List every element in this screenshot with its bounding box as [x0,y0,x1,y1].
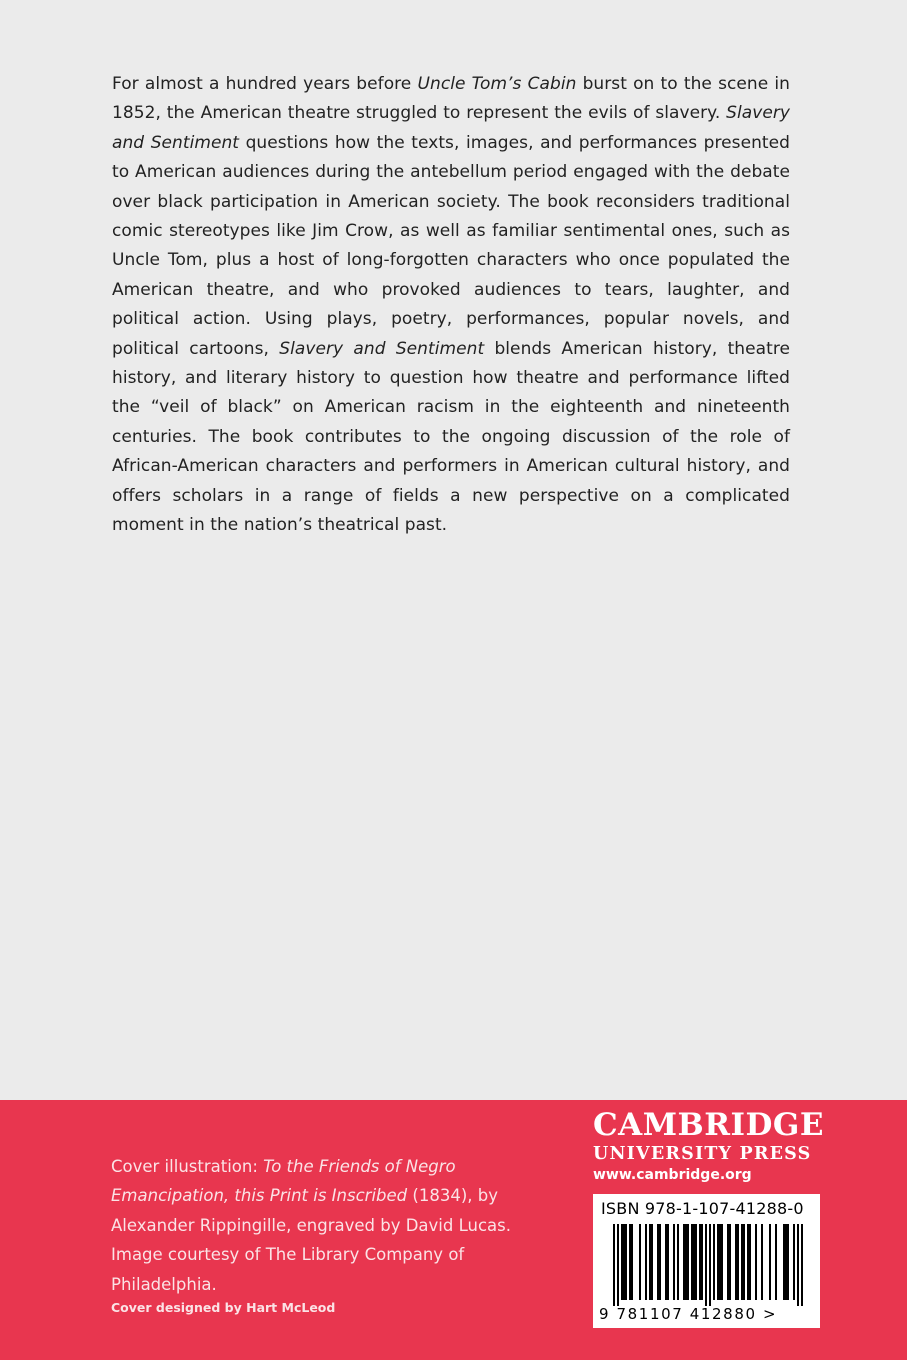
barcode-bar [717,1224,719,1300]
blurb-title: Slavery and Sentiment [279,338,485,359]
barcode-bar [625,1224,627,1300]
publisher-url: www.cambridge.org [593,1167,752,1183]
barcode-bar [621,1224,623,1300]
barcode-bar [657,1224,659,1300]
barcode-bar [617,1224,619,1306]
blurb-text: burst on to the scene in 1852, the American theatre struggled to represent the evils of slavery. [112,74,790,124]
barcode-bar [793,1224,795,1300]
publisher-logo [593,1106,823,1186]
publisher-subname: UNIVERSITY PRESS [593,1144,812,1164]
barcode-bar [701,1224,703,1300]
barcode-bar [729,1224,731,1300]
barcode-bar [727,1224,729,1300]
barcode-bar [645,1224,647,1300]
barcode-bar [797,1224,799,1306]
barcode-bar [631,1224,633,1300]
barcode-panel [593,1194,820,1328]
blurb-text: questions how the texts, images, and performances presented to American audiences during the antebellum period engaged with the debate over black participation in American society. The book reconsiders traditional comic stereotypes like Jim Crow, as well as familiar sentimental ones, such as Uncle Tom, plus a host of long-forgotten characters who once populated the American theatre, and who provoked audiences to tears, laughter, and political action. Using plays, poetry, performances, popular novels, and political cartoons, [112,132,790,359]
isbn-label: ISBN 978-1-107-41288-0 [601,1199,804,1218]
blurb-title: Uncle Tom’s Cabin [417,74,577,94]
barcode-bar [721,1224,723,1300]
blurb-paragraph [112,70,790,541]
barcode-bar [673,1224,675,1300]
barcode-bar [775,1224,777,1300]
barcode-bar [735,1224,737,1300]
barcode-bar [737,1224,739,1300]
barcode-bar [761,1224,763,1300]
barcode-graphic [601,1224,813,1306]
barcode-bar [665,1224,667,1300]
blurb-title: Slavery and Sentiment [112,103,790,153]
barcode-bar [677,1224,679,1300]
barcode-bar [755,1224,757,1300]
barcode-bar [743,1224,745,1300]
barcode-bar [705,1224,707,1306]
blurb-text: For almost a hundred years before [112,74,418,94]
barcode-bar [687,1224,689,1300]
barcode-bar [667,1224,669,1300]
credit-artwork-title: To the Friends of Negro Emancipation, this Print is Inscribed [111,1157,456,1206]
credit-text: (1834), by Alexander Rippingille, engraved by David Lucas. Image courtesy of The Library Company of Philadelphia. [111,1186,511,1294]
credit-text: Cover illustration: [111,1157,264,1176]
blurb-text: blends American history, theatre history, and literary history to question how theatre and performance lifted the “veil of black” on American racism in the eighteenth and nineteenth centuries. The book contributes to the ongoing discussion of the role of African-American characters and performers in American cultural history, and offers scholars in a range of fields a new perspective on a complicated moment in the nation’s theatrical past. [112,338,790,536]
barcode-bar [747,1224,749,1300]
barcode-bar [713,1224,715,1300]
barcode-bar [741,1224,743,1300]
barcode-bar [623,1224,625,1300]
barcode-bar [785,1224,787,1300]
barcode-bar [659,1224,661,1300]
barcode-bar [629,1224,631,1300]
publisher-name: CAMBRIDGE [593,1107,824,1143]
barcode-bar [691,1224,693,1300]
barcode-bar [613,1224,615,1306]
barcode-bar [769,1224,771,1300]
cover-illustration-credit [111,1152,541,1299]
barcode-bar [685,1224,687,1300]
barcode-bar [787,1224,789,1300]
barcode-bar [649,1224,651,1300]
barcode-bar [651,1224,653,1300]
barcode-bar [749,1224,751,1300]
barcode-bar [699,1224,701,1300]
barcode-bar [709,1224,711,1306]
barcode-bar [719,1224,721,1300]
cover-designer-credit: Cover designed by Hart McLeod [111,1300,336,1315]
barcode-bar [695,1224,697,1300]
barcode-bar [801,1224,803,1306]
barcode-digits: 9 781107 412880 > [599,1305,778,1323]
barcode-bar [783,1224,785,1300]
barcode-bar [683,1224,685,1300]
barcode-bar [639,1224,641,1300]
barcode-bar [693,1224,695,1300]
